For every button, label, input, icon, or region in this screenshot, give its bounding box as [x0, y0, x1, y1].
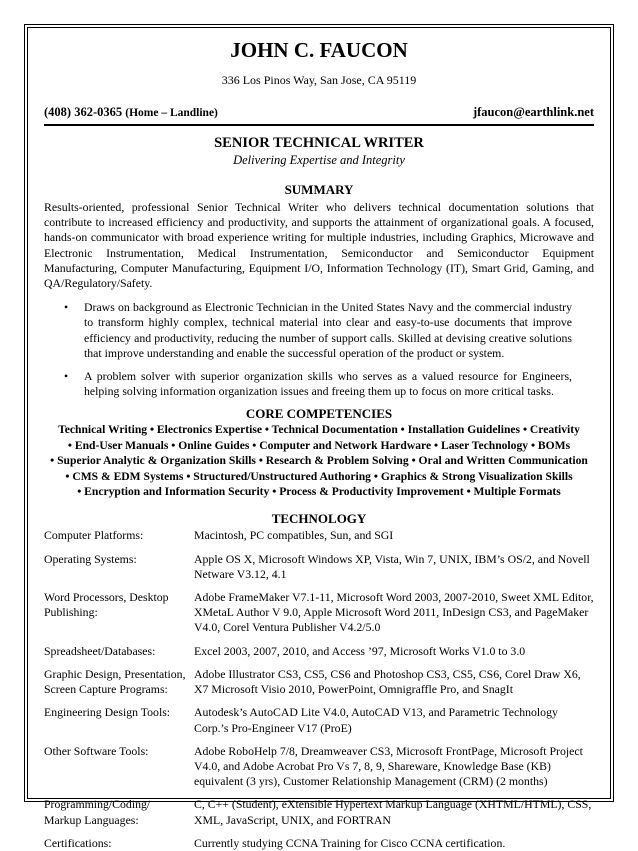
table-row — [44, 590, 594, 636]
table-row — [44, 644, 594, 659]
table-row — [44, 528, 594, 543]
tech-label: Graphic Design, Presentation, Screen Capture Programs: — [44, 666, 186, 697]
table-row — [44, 744, 594, 790]
address: 336 Los Pinos Way, San Jose, CA 95119 — [221, 73, 417, 87]
bullet-icon: • — [64, 369, 69, 384]
table-row — [44, 836, 594, 851]
table-row — [44, 797, 594, 827]
tech-label: Other Software Tools: — [44, 743, 149, 758]
phone-block — [44, 104, 218, 121]
tech-value: Autodesk’s AutoCAD Lite V4.0, AutoCAD V13, and Parametric Technology Corp.’s Pro-Engineer V17 (ProE) — [194, 705, 558, 735]
tech-label: Computer Platforms: — [44, 528, 144, 543]
phone-note: (Home – Landline) — [125, 107, 218, 119]
competency-line: • End-User Manuals • Online Guides • Computer and Network Hardware • Laser Technology • BOMs — [67, 438, 571, 452]
contact-line — [44, 104, 594, 121]
phone-number: (408) 362-0365 — [44, 105, 123, 119]
list-item: • Draws on background as Electronic Technician in the United States Navy and the commercial industry to transform highly complex, technical material into clear and easy-to-use documents that improve efficiency and productivity, reducing the number of support calls. Skilled at devising creative solutions that improve understanding and enable the successful operation of the product or system. — [64, 300, 572, 360]
candidate-name: JOHN C. FAUCON — [230, 38, 408, 62]
tech-label: Operating Systems: — [44, 551, 137, 566]
competencies-heading: CORE COMPETENCIES — [245, 406, 393, 422]
tech-label: Spreadsheet/Databases: — [44, 643, 156, 658]
email[interactable]: jfaucon@earthlink.net — [472, 105, 594, 119]
tech-value: C, C++ (Student), eXtensible Hypertext Markup Language (XHTML/HTML), CSS, XML, JavaScript, UNIX, and FORTRAN — [194, 797, 592, 827]
tech-value: Adobe RoboHelp 7/8, Dreamweaver CS3, Microsoft FrontPage, Microsoft Project V4.0, and Adobe Acrobat Pro Vs 7, 8, 9, Shareware, Knowledge Base (KB) equivalent (3 yrs), Customer Relationship Management (CRM) (2 months) — [194, 743, 583, 789]
job-title: SENIOR TECHNICAL WRITER — [214, 135, 424, 151]
competency-line: • CMS & EDM Systems • Structured/Unstructured Authoring • Graphics & Strong Visualization Skills — [65, 469, 573, 483]
table-row — [44, 705, 594, 735]
summary-paragraph: Results-oriented, professional Senior Technical Writer who delivers technical documentation solutions that contribute to increased efficiency and productivity, and supports the attainment of organizational goals. A focused, hands-on communicator with broad experience writing for multiple industries, including Graphics, Microwave and Electronic Instrumentation, Medical Instrumentation, Semiconductor and Semiconductor Equipment Manufacturing, Computer Manufacturing, Equipment I/O, Information Technology (IT), Smart Grid, Gaming, and QA/Regulatory/Safety. — [44, 200, 594, 291]
table-row — [44, 667, 594, 697]
tech-value: Adobe FrameMaker V7.1-11, Microsoft Word 2003, 2007-2010, Sweet XML Editor, XMetaL Author V 9.0, Apple Microsoft Word 2011, InDesign CS3, and PageMaker V4.0, Corel Ventura Publisher V4.2/5.0 — [194, 590, 594, 635]
tech-label: Engineering Design Tools: — [44, 705, 171, 720]
competency-line: Technical Writing • Electronics Expertise • Technical Documentation • Installation Guidelines • Creativity — [58, 423, 580, 437]
bullet-icon: • — [64, 300, 69, 315]
tech-label: Certifications: — [44, 835, 112, 850]
tech-value: Excel 2003, 2007, 2010, and Access ’97, Microsoft Works V1.0 to 3.0 — [194, 643, 526, 658]
technology-heading: TECHNOLOGY — [271, 511, 367, 527]
summary-bullets — [44, 300, 594, 399]
summary-heading: SUMMARY — [284, 182, 354, 197]
tagline: Delivering Expertise and Integrity — [233, 153, 405, 167]
tech-value: Apple OS X, Microsoft Windows XP, Vista, Win 7, UNIX, IBM’s OS/2, and Novell Netware V3.12, 4.1 — [194, 551, 590, 581]
tech-label: Word Processors, Desktop Publishing: — [44, 590, 169, 620]
competency-line: • Superior Analytic & Organization Skills • Research & Problem Solving • Oral and Written Communication — [50, 454, 588, 468]
list-item: • A problem solver with superior organization skills who serves as a valued resource for Engineers, helping solving information organization issues and freeing them up to focus on more critical tasks. — [64, 369, 572, 399]
competency-line: • Encryption and Information Security • Process & Productivity Improvement • Multiple Formats — [77, 485, 561, 499]
tech-value: Adobe Illustrator CS3, CS5, CS6 and Photoshop CS3, CS5, CS6, Corel Draw X6, X7 Microsoft Visio 2010, PowerPoint, Omnigraffle Pro, and SnagIt — [194, 666, 581, 697]
resume-page — [44, 36, 594, 851]
table-row — [44, 552, 594, 582]
tech-value: Currently studying CCNA Training for Cisco CCNA certification. — [194, 835, 506, 850]
tech-label: Programming/Coding/ Markup Languages: — [44, 797, 151, 827]
header-divider — [44, 124, 594, 126]
tech-value: Macintosh, PC compatibles, Sun, and SGI — [194, 528, 394, 543]
